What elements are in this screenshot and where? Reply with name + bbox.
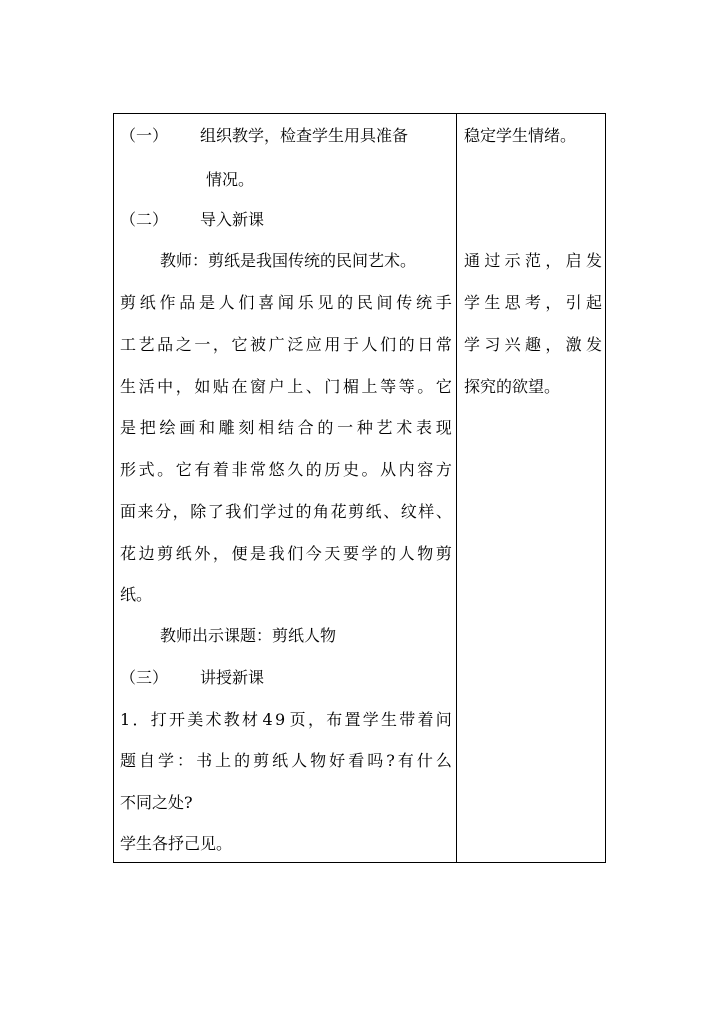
- section-2-title: 导入新课: [200, 210, 265, 229]
- paragraph-line: 生 活 中 ， 如 贴 在 窗 户 上 、 门 楣 上 等 等 。 它: [120, 377, 452, 396]
- paragraph-line: 纸。: [120, 585, 153, 604]
- lesson-topic-line: 教师出示课题：剪纸人物: [160, 626, 337, 645]
- section-1-label: （一）: [120, 126, 169, 145]
- student-response-line: 学生各抒己见。: [120, 834, 233, 853]
- paragraph-line: 花 边 剪 纸 外 ， 便 是 我 们 今 天 要 学 的 人 物 剪: [120, 544, 452, 563]
- step-line: 1 ． 打 开 美 术 教 材 4 9 页 ， 布 置 学 生 带 着 问: [120, 710, 452, 729]
- section-1-text-continued: 情况。: [206, 170, 255, 189]
- section-1-heading: [120, 126, 408, 146]
- paragraph-line: 是 把 绘 画 和 雕 刻 相 结 合 的 一 种 艺 术 表 现: [120, 418, 452, 437]
- paragraph-line: 工 艺 品 之 一 ， 它 被 广 泛 应 用 于 人 们 的 日 常: [120, 335, 452, 354]
- section-1-text: 组织教学，检查学生用具准备: [200, 126, 409, 145]
- column-divider: [456, 114, 457, 862]
- note-line: 学 生 思 考 ， 引 起: [464, 293, 602, 312]
- paragraph-line: 剪 纸 作 品 是 人 们 喜 闻 乐 见 的 民 间 传 统 手: [120, 293, 452, 312]
- note-stabilize-emotions: 稳定学生情绪。: [464, 126, 577, 145]
- section-2-label: （二）: [120, 210, 169, 229]
- note-line: 通 过 示 范 ， 启 发: [464, 251, 602, 270]
- note-line: 探究的欲望。: [464, 377, 561, 396]
- step-line: 不同之处?: [120, 793, 193, 812]
- section-2-heading: [120, 210, 264, 230]
- lesson-plan-table: [113, 113, 606, 863]
- paragraph-line: 教师：剪纸是我国传统的民间艺术。: [160, 251, 417, 270]
- paragraph-line: 形 式 。 它 有 着 非 常 悠 久 的 历 史 。 从 内 容 方: [120, 460, 452, 479]
- paragraph-line: 面 来 分 ， 除 了 我 们 学 过 的 角 花 剪 纸 、 纹 样 、: [120, 502, 452, 521]
- note-line: 学 习 兴 趣 ， 激 发: [464, 335, 602, 354]
- section-3-label: （三）: [120, 668, 169, 687]
- section-3-heading: [120, 668, 264, 688]
- section-3-title: 讲授新课: [200, 668, 265, 687]
- step-line: 题 自 学 ： 书 上 的 剪 纸 人 物 好 看 吗 ? 有 什 么: [120, 751, 452, 770]
